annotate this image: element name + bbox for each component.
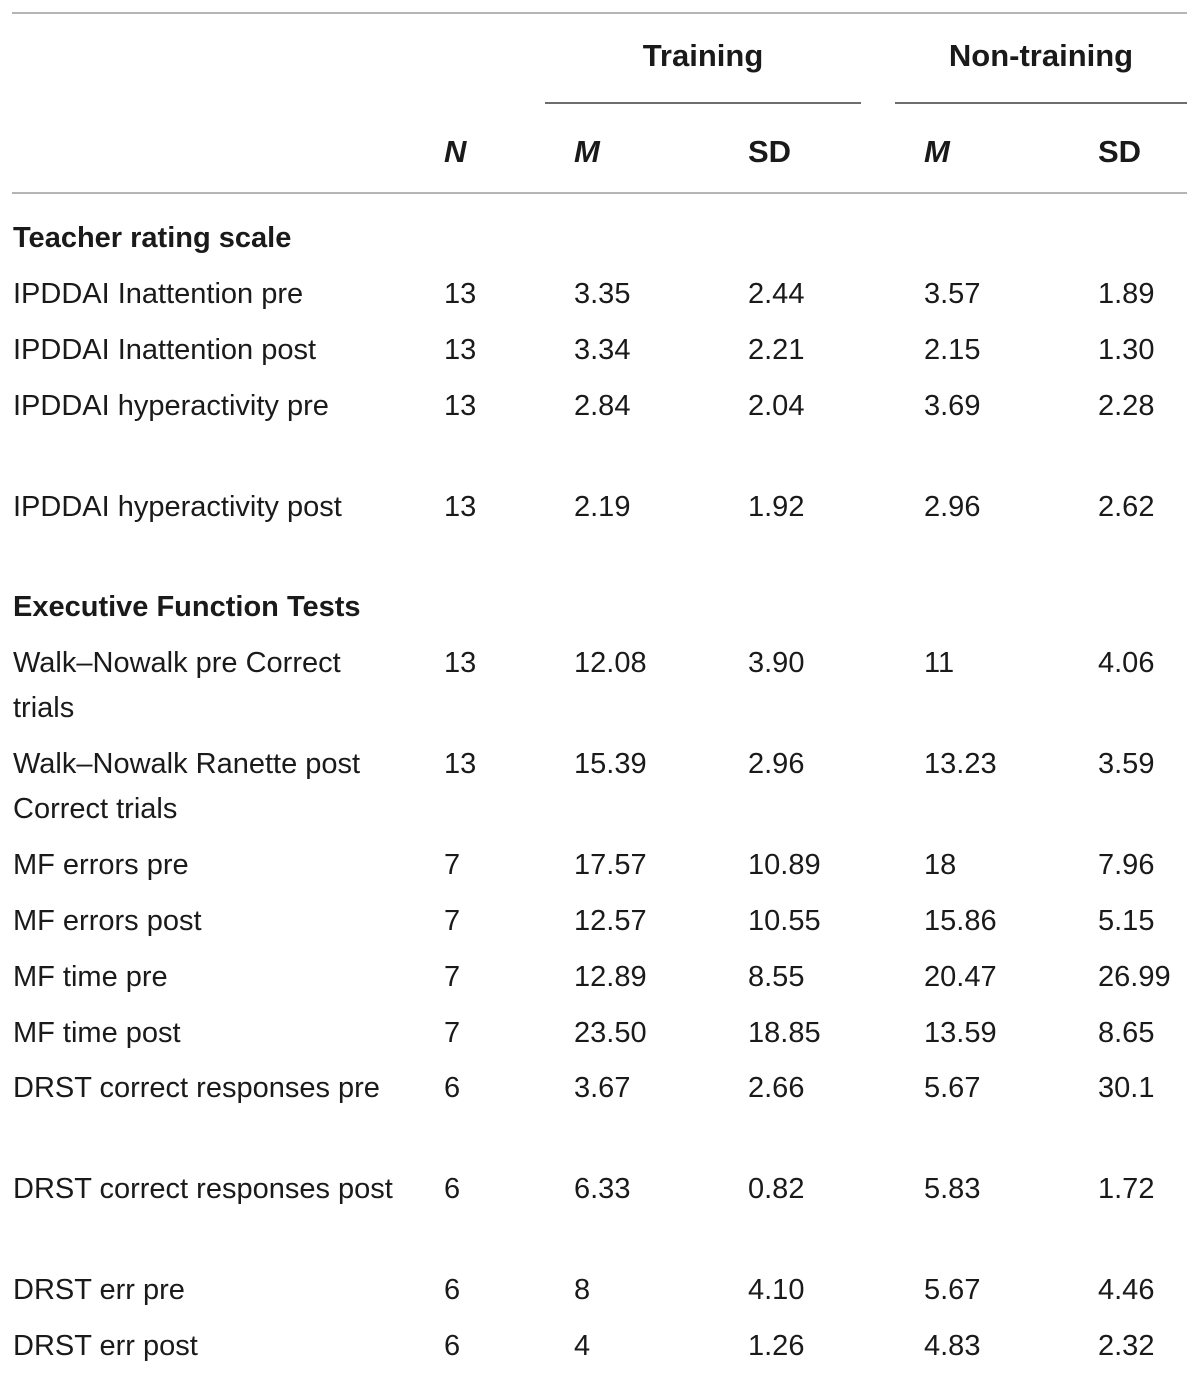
row-label: IPDDAI hyperactivity post (13, 491, 342, 523)
cell-training-sd: 2.44 (748, 278, 805, 310)
cell-nontraining-m: 5.67 (924, 1072, 981, 1104)
cell-n: 13 (444, 491, 477, 523)
cell-nontraining-sd: 7.96 (1098, 849, 1155, 881)
cell-training-m: 3.34 (574, 334, 631, 366)
row-label: IPDDAI hyperactivity pre (13, 390, 329, 422)
cell-training-sd: 10.89 (748, 849, 821, 881)
row-label: MF time pre (13, 961, 168, 993)
row-label: MF time post (13, 1017, 181, 1049)
cell-n: 13 (444, 748, 477, 780)
cell-nontraining-m: 20.47 (924, 961, 997, 993)
row-label: DRST correct responses post (13, 1173, 393, 1205)
cell-nontraining-sd: 5.15 (1098, 905, 1155, 937)
cell-training-m: 3.35 (574, 278, 631, 310)
cell-n: 6 (444, 1274, 461, 1306)
row-label: DRST err pre (13, 1274, 185, 1306)
group-header-training: Training (642, 38, 764, 73)
cell-training-sd: 10.55 (748, 905, 821, 937)
cell-training-m: 12.89 (574, 961, 647, 993)
cell-training-sd: 2.21 (748, 334, 805, 366)
cell-nontraining-m: 15.86 (924, 905, 997, 937)
nontraining-group-rule (895, 102, 1187, 104)
cell-nontraining-sd: 8.65 (1098, 1017, 1155, 1049)
cell-nontraining-sd: 1.72 (1098, 1173, 1155, 1205)
column-header-training-m: M (574, 134, 600, 169)
cell-n: 13 (444, 334, 477, 366)
column-header-n: N (444, 134, 467, 169)
cell-nontraining-sd: 2.62 (1098, 491, 1155, 523)
row-label: Walk–Nowalk Ranette post Correct trials (13, 748, 361, 825)
cell-n: 6 (444, 1173, 461, 1205)
cell-training-sd: 4.10 (748, 1274, 805, 1306)
cell-n: 7 (444, 1017, 461, 1049)
cell-n: 7 (444, 849, 461, 881)
column-header-training-sd: SD (748, 134, 792, 169)
cell-training-sd: 3.90 (748, 647, 805, 679)
cell-nontraining-m: 11 (924, 647, 955, 679)
cell-n: 13 (444, 647, 477, 679)
cell-training-m: 2.19 (574, 491, 631, 523)
cell-training-m: 23.50 (574, 1017, 647, 1049)
cell-nontraining-m: 5.83 (924, 1173, 981, 1205)
group-header-nontraining: Non-training (948, 38, 1134, 73)
cell-nontraining-m: 2.15 (924, 334, 981, 366)
table-top-rule (12, 12, 1187, 14)
cell-training-sd: 0.82 (748, 1173, 805, 1205)
cell-nontraining-sd: 2.28 (1098, 390, 1155, 422)
cell-nontraining-m: 2.96 (924, 491, 981, 523)
cell-training-sd: 8.55 (748, 961, 805, 993)
cell-training-m: 12.08 (574, 647, 647, 679)
cell-training-sd: 2.04 (748, 390, 805, 422)
row-label: DRST err post (13, 1330, 198, 1362)
cell-n: 13 (444, 278, 477, 310)
cell-training-sd: 2.66 (748, 1072, 805, 1104)
cell-nontraining-m: 13.23 (924, 748, 997, 780)
cell-training-sd: 18.85 (748, 1017, 821, 1049)
cell-nontraining-sd: 4.46 (1098, 1274, 1155, 1306)
cell-n: 7 (444, 905, 461, 937)
cell-nontraining-sd: 1.30 (1098, 334, 1155, 366)
cell-training-m: 12.57 (574, 905, 647, 937)
row-label: MF errors pre (13, 849, 189, 881)
section-label: Executive Function Tests (13, 591, 361, 623)
cell-nontraining-sd: 3.59 (1098, 748, 1155, 780)
cell-nontraining-sd: 4.06 (1098, 647, 1155, 679)
header-bottom-rule (12, 192, 1187, 194)
column-header-nontraining-sd: SD (1098, 134, 1142, 169)
cell-n: 7 (444, 961, 461, 993)
training-group-rule (545, 102, 861, 104)
cell-training-m: 8 (574, 1274, 591, 1306)
cell-nontraining-m: 5.67 (924, 1274, 981, 1306)
column-header-nontraining-m: M (924, 134, 950, 169)
row-label: MF errors post (13, 905, 202, 937)
cell-nontraining-m: 4.83 (924, 1330, 981, 1362)
cell-nontraining-m: 18 (924, 849, 957, 881)
cell-training-sd: 1.92 (748, 491, 805, 523)
row-label: Walk–Nowalk pre Correct trials (13, 647, 341, 724)
section-label: Teacher rating scale (13, 222, 292, 254)
cell-n: 6 (444, 1072, 461, 1104)
cell-nontraining-sd: 26.99 (1098, 961, 1171, 993)
cell-training-m: 2.84 (574, 390, 631, 422)
cell-training-sd: 2.96 (748, 748, 805, 780)
cell-training-m: 4 (574, 1330, 591, 1362)
cell-n: 6 (444, 1330, 461, 1362)
cell-nontraining-sd: 1.89 (1098, 278, 1155, 310)
row-label: DRST correct responses pre (13, 1072, 380, 1104)
cell-training-m: 17.57 (574, 849, 647, 881)
cell-nontraining-m: 13.59 (924, 1017, 997, 1049)
cell-training-m: 15.39 (574, 748, 647, 780)
cell-nontraining-m: 3.57 (924, 278, 981, 310)
cell-n: 13 (444, 390, 477, 422)
cell-training-sd: 1.26 (748, 1330, 805, 1362)
cell-training-m: 6.33 (574, 1173, 631, 1205)
cell-training-m: 3.67 (574, 1072, 631, 1104)
row-label: IPDDAI Inattention post (13, 334, 317, 366)
cell-nontraining-sd: 30.1 (1098, 1072, 1155, 1104)
row-label: IPDDAI Inattention pre (13, 278, 304, 310)
cell-nontraining-sd: 2.32 (1098, 1330, 1155, 1362)
cell-nontraining-m: 3.69 (924, 390, 981, 422)
